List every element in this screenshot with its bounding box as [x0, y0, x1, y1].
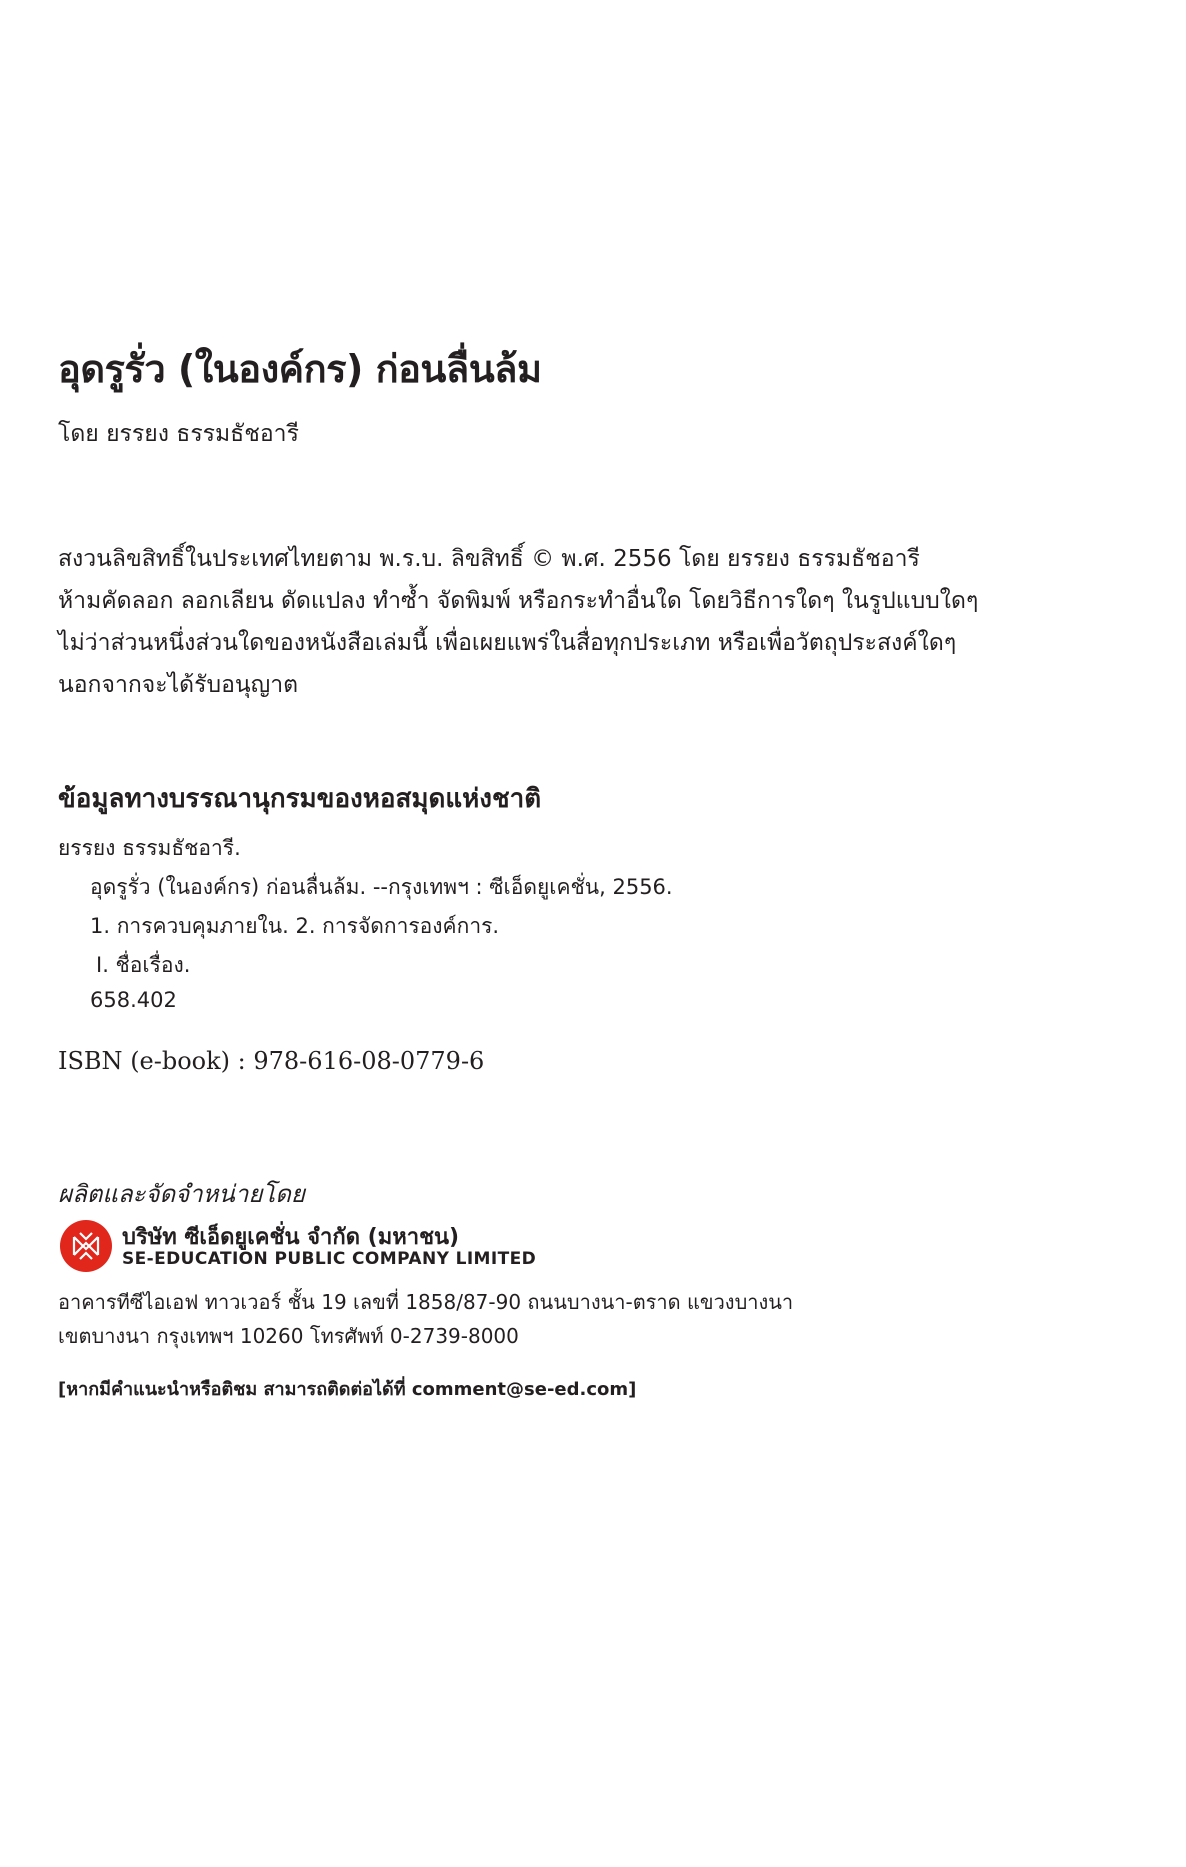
cip-title-line: อุดรูรั่ว (ในองค์กร) ก่อนลื่นล้ม. --กรุงเทพฯ : ซีเอ็ดยูเคชั่น, 2556.: [90, 875, 673, 899]
cip-classification: 658.402: [90, 988, 177, 1012]
copyright-line: ห้ามคัดลอก ลอกเลียน ดัดแปลง ทำซ้ำ จัดพิมพ์ หรือกระทำอื่นใด โดยวิธีการใดๆ ในรูปแบบใดๆ: [58, 588, 979, 614]
book-title: อุดรูรั่ว (ในองค์กร) ก่อนลื่นล้ม: [58, 347, 542, 391]
publisher-name-th: บริษัท ซีเอ็ดยูเคชั่น จำกัด (มหาชน): [122, 1225, 460, 1250]
author-byline: โดย ยรรยง ธรรมธัชอารี: [58, 421, 299, 447]
copyright-line: นอกจากจะได้รับอนุญาต: [58, 672, 299, 698]
copyright-line: ไม่ว่าส่วนหนึ่งส่วนใดของหนังสือเล่มนี้ เพื่อเผยแพร่ในสื่อทุกประเภท หรือเพื่อวัตถุประสงค์ใดๆ: [58, 630, 957, 656]
copyright-line: สงวนลิขสิทธิ์ในประเทศไทยตาม พ.ร.บ. ลิขสิทธิ์ © พ.ศ. 2556 โดย ยรรยง ธรรมธัชอารี: [58, 546, 920, 572]
publisher-address-line-1: อาคารทีซีไอเอฟ ทาวเวอร์ ชั้น 19 เลขที่ 1858/87-90 ถนนบางนา-ตราด แขวงบางนา: [58, 1290, 794, 1314]
publisher-name-en: SE-EDUCATION PUBLIC COMPANY LIMITED: [122, 1249, 537, 1269]
feedback-contact: [หากมีคำแนะนำหรือติชม สามารถติดต่อได้ที่ comment@se-ed.com]: [58, 1379, 637, 1400]
se-ed-logo-icon: [60, 1220, 112, 1272]
cip-author: ยรรยง ธรรมธัชอารี.: [58, 836, 241, 860]
cip-title-entry: I. ชื่อเรื่อง.: [96, 953, 191, 977]
copyright-notice: [58, 538, 978, 706]
publisher-label: ผลิตและจัดจำหน่ายโดย: [58, 1180, 305, 1208]
cip-subjects: 1. การควบคุมภายใน. 2. การจัดการองค์การ.: [90, 914, 500, 938]
isbn: ISBN (e-book) : 978-616-08-0779-6: [58, 1047, 485, 1075]
cip-heading: ข้อมูลทางบรรณานุกรมของหอสมุดแห่งชาติ: [58, 784, 542, 814]
publisher-address-line-2: เขตบางนา กรุงเทพฯ 10260 โทรศัพท์ 0-2739-8000: [58, 1324, 519, 1348]
